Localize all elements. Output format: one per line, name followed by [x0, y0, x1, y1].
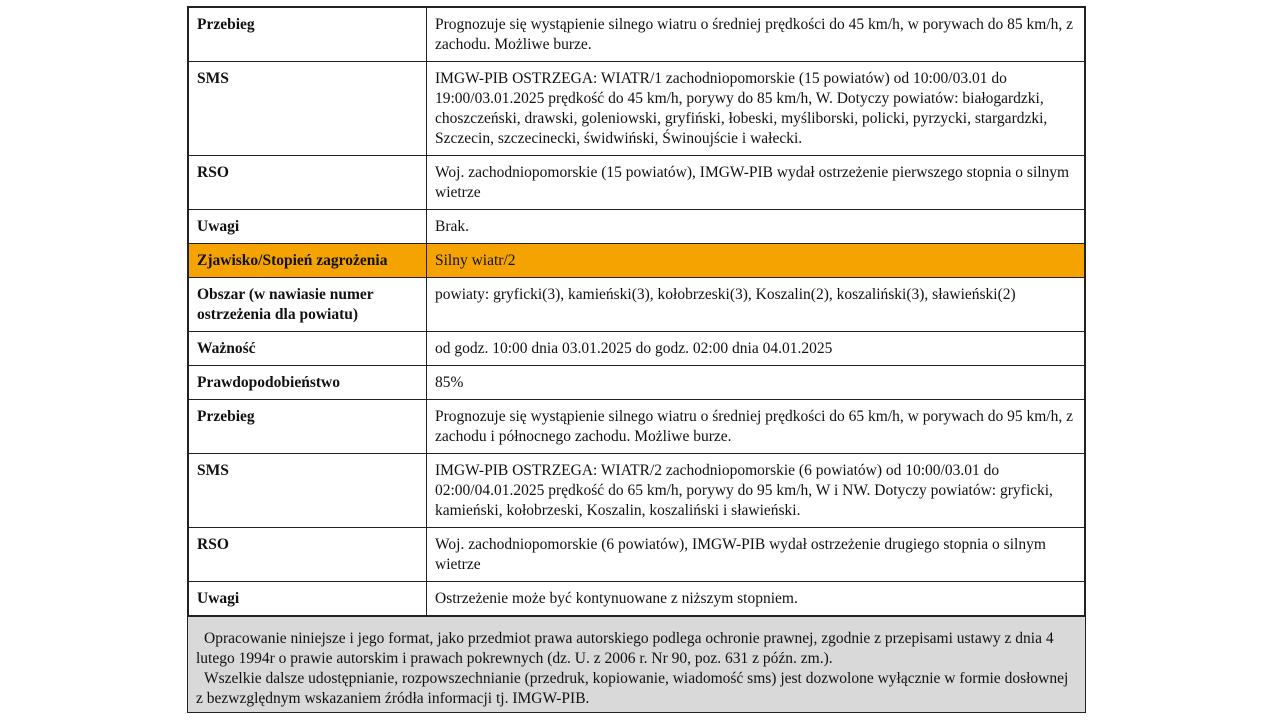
row-label: Obszar (w nawiasie numer ostrzeżenia dla powiatu)	[189, 278, 427, 332]
row-value: Ostrzeżenie może być kontynuowane z niższym stopniem.	[427, 582, 1085, 616]
row-label: Przebieg	[189, 8, 427, 62]
row-value: Silny wiatr/2	[427, 244, 1085, 278]
row-uwagi-1	[189, 210, 1085, 244]
row-przebieg-1	[189, 8, 1085, 62]
row-value: Brak.	[427, 210, 1085, 244]
row-label: Zjawisko/Stopień zagrożenia	[189, 244, 427, 278]
copyright-footer	[188, 616, 1085, 712]
row-value: IMGW-PIB OSTRZEGA: WIATR/2 zachodniopomorskie (6 powiatów) od 10:00/03.01 do 02:00/04.01.2025 prędkość do 65 km/h, porywy do 95 km/h, W i NW. Dotyczy powiatów: gryficki, kamieński, kołobrzeski, Koszalin, koszaliński i sławieński.	[427, 454, 1085, 528]
row-value: Woj. zachodniopomorskie (15 powiatów), IMGW-PIB wydał ostrzeżenie pierwszego stopnia o silnym wietrze	[427, 156, 1085, 210]
redistribution-notice: Wszelkie dalsze udostępnianie, rozpowszechnianie (przedruk, kopiowanie, wiadomość sms) jest dozwolone wyłącznie w formie dosłownej z bezwzględnym wskazaniem źródła informacji tj. IMGW-PIB.	[196, 670, 1069, 707]
row-value: Prognozuje się wystąpienie silnego wiatru o średniej prędkości do 45 km/h, w porywach do 85 km/h, z zachodu. Możliwe burze.	[427, 8, 1085, 62]
copyright-notice: Opracowanie niniejsze i jego format, jako przedmiot prawa autorskiego podlega ochronie prawnej, zgodnie z przepisami ustawy z dnia 4 lutego 1994r o prawie autorskim i prawach pokrewnych (dz. U. z 2006 r. Nr 90, poz. 631 z późn. zm.).	[196, 630, 1054, 667]
row-sms-2	[189, 454, 1085, 528]
row-value: Woj. zachodniopomorskie (6 powiatów), IMGW-PIB wydał ostrzeżenie drugiego stopnia o silnym wietrze	[427, 528, 1085, 582]
row-rso-1	[189, 156, 1085, 210]
row-label: Ważność	[189, 332, 427, 366]
warning-table	[188, 7, 1085, 616]
row-label: Uwagi	[189, 582, 427, 616]
row-label: SMS	[189, 62, 427, 156]
row-probability	[189, 366, 1085, 400]
row-label: RSO	[189, 528, 427, 582]
row-area	[189, 278, 1085, 332]
row-label: Prawdopodobieństwo	[189, 366, 427, 400]
row-label: Przebieg	[189, 400, 427, 454]
row-value: IMGW-PIB OSTRZEGA: WIATR/1 zachodniopomorskie (15 powiatów) od 10:00/03.01 do 19:00/03.01.2025 prędkość do 45 km/h, porywy do 85 km/h, W. Dotyczy powiatów: białogardzki, choszczeński, drawski, goleniowski, gryfiński, łobeski, myśliborski, policki, pyrzycki, stargardzki, Szczecin, szczecinecki, świdwiński, Świnoujście i wałecki.	[427, 62, 1085, 156]
row-sms-1	[189, 62, 1085, 156]
row-value: 85%	[427, 366, 1085, 400]
row-validity	[189, 332, 1085, 366]
row-hazard-level	[189, 244, 1085, 278]
row-rso-2	[189, 528, 1085, 582]
row-przebieg-2	[189, 400, 1085, 454]
row-label: Uwagi	[189, 210, 427, 244]
row-value: Prognozuje się wystąpienie silnego wiatru o średniej prędkości do 65 km/h, w porywach do 95 km/h, z zachodu i północnego zachodu. Możliwe burze.	[427, 400, 1085, 454]
row-value: od godz. 10:00 dnia 03.01.2025 do godz. 02:00 dnia 04.01.2025	[427, 332, 1085, 366]
row-label: RSO	[189, 156, 427, 210]
row-uwagi-2	[189, 582, 1085, 616]
row-value: powiaty: gryficki(3), kamieński(3), kołobrzeski(3), Koszalin(2), koszaliński(3), sławieński(2)	[427, 278, 1085, 332]
row-label: SMS	[189, 454, 427, 528]
warning-document	[187, 6, 1086, 713]
